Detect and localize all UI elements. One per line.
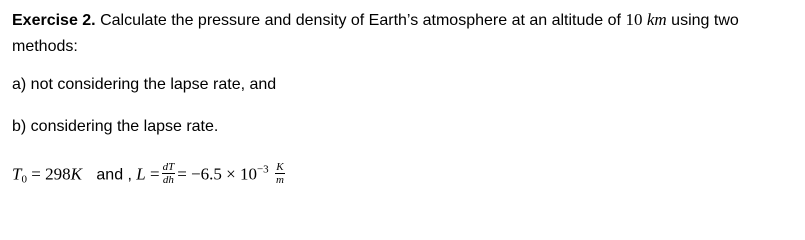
exercise-text-tail: using two	[671, 12, 739, 29]
exercise-text: Calculate the pressure and density of Earth’s atmosphere at an altitude of	[100, 12, 621, 29]
lapse-rate-value: −6.5 × 10	[191, 164, 257, 184]
temperature-symbol: T	[12, 164, 22, 184]
unit-fraction	[275, 161, 285, 186]
altitude-unit: km	[646, 10, 667, 29]
equals-sign: =	[31, 164, 41, 184]
equals-sign-2: =	[149, 164, 160, 184]
unit-numerator: K	[276, 161, 284, 173]
unit-denominator: m	[275, 174, 284, 186]
exercise-statement	[12, 10, 739, 31]
exercise-statement-line2: methods:	[12, 38, 78, 55]
derivative-numerator: dT	[162, 161, 175, 173]
lapse-rate-symbol: L	[136, 164, 146, 184]
altitude-value: 10	[625, 10, 643, 29]
temperature-value: 298	[45, 164, 71, 184]
derivative-denominator: dh	[162, 174, 174, 186]
given-equation	[12, 163, 287, 188]
equals-sign-3: =	[177, 164, 187, 184]
item-b: b) considering the lapse rate.	[12, 118, 219, 135]
derivative-fraction	[162, 161, 176, 186]
exercise-label: Exercise 2.	[12, 12, 96, 29]
temperature-unit: K	[70, 164, 82, 184]
lapse-rate-exponent: −3	[256, 163, 269, 176]
and-text: and ,	[96, 166, 132, 184]
item-a: a) not considering the lapse rate, and	[12, 76, 277, 93]
temperature-subscript: 0	[21, 173, 27, 186]
